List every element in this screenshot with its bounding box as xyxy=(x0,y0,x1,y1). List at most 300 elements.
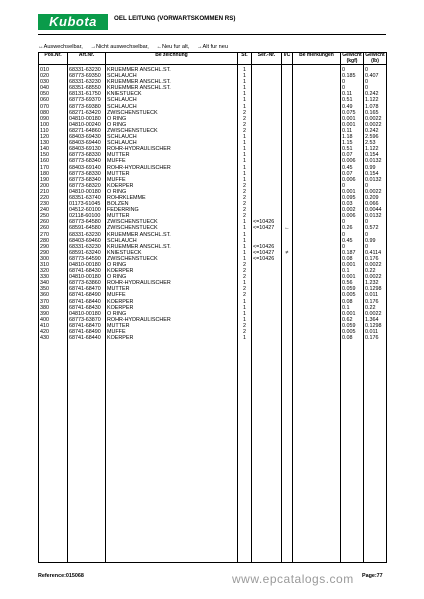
row-desc-cell: O RING xyxy=(107,188,127,195)
row-kgf-cell: 1.18 xyxy=(342,134,353,141)
row-art-cell: 68773-69380 xyxy=(69,103,101,110)
row-pos-cell: 240 xyxy=(40,207,49,214)
row-pos-cell: 430 xyxy=(40,335,49,342)
row-pos-cell: 280 xyxy=(40,237,49,244)
row-kgf-cell: 0.08 xyxy=(342,298,353,305)
row-desc-cell: SCHLAUCH xyxy=(107,134,137,141)
row-desc-cell: ZWISCHENSTUECK xyxy=(107,127,158,134)
row-kgf-cell: 0.49 xyxy=(342,103,353,110)
row-desc-cell: ZWISCHENSTUECK xyxy=(107,109,158,116)
row-art-cell: 68773-64580 xyxy=(69,219,101,226)
row-art-cell: 68591-63240 xyxy=(69,249,101,256)
col-header-desc: Be zeichnung xyxy=(106,53,238,65)
row-desc-cell: O RING xyxy=(107,115,127,122)
row-lb-cell: 0.572 xyxy=(365,225,379,232)
row-kgf-cell: 0 xyxy=(342,219,345,226)
row-desc-cell: MUTTER xyxy=(107,286,130,293)
page-number: Page:77 xyxy=(362,573,383,579)
row-pos-cell: 400 xyxy=(40,316,49,323)
row-desc-cell: MUTTER xyxy=(107,152,130,159)
row-desc-cell: KOERPER xyxy=(107,298,134,305)
row-lb-cell: 0 xyxy=(365,85,368,92)
row-kgf-cell: 0 xyxy=(342,243,345,250)
row-desc-cell: BOLZEN xyxy=(107,201,129,208)
row-pos-cell: 380 xyxy=(40,304,49,311)
row-pos-cell: 410 xyxy=(40,322,49,329)
row-desc-cell: MUTTER xyxy=(107,170,130,177)
row-lb-cell: 0.154 xyxy=(365,152,379,159)
row-art-cell: 04810-00240 xyxy=(69,121,101,128)
row-desc-cell: KOERPER xyxy=(107,335,134,342)
row-lb-cell: 0.22 xyxy=(365,268,376,275)
table-header-row xyxy=(39,53,387,65)
row-desc-cell: SCHLAUCH xyxy=(107,237,137,244)
row-pos-cell: 110 xyxy=(40,127,49,134)
row-desc-cell: KNIESTUECK xyxy=(107,91,142,98)
col-desc xyxy=(106,65,238,563)
row-kgf-cell: 1.15 xyxy=(342,140,353,147)
row-desc-cell: O RING xyxy=(107,262,127,268)
row-kgf-cell: 0.11 xyxy=(342,91,353,98)
row-lb-cell: 0.99 xyxy=(365,237,376,244)
row-kgf-cell: 0.185 xyxy=(342,73,356,80)
row-kgf-cell: 0.1 xyxy=(342,304,350,311)
row-st-cell: 1 xyxy=(243,85,246,92)
kubota-logo: Kubota xyxy=(38,14,108,30)
row-kgf-cell: 0.51 xyxy=(342,146,353,153)
row-lb-cell: 2.596 xyxy=(365,134,379,141)
row-st-cell: 2 xyxy=(243,182,246,189)
row-art-cell: 68741-68430 xyxy=(69,304,101,311)
row-kgf-cell: 0.006 xyxy=(342,176,356,183)
row-lb-cell: 0 xyxy=(365,243,368,250)
row-st-cell: 1 xyxy=(243,158,246,165)
table-body xyxy=(39,65,387,563)
row-kgf-cell: 0.001 xyxy=(342,310,356,317)
row-kgf-cell: 0.26 xyxy=(342,225,353,232)
row-desc-cell: ROHR-HYDRAULISCHER xyxy=(107,316,171,323)
row-desc-cell: SCHLAUCH xyxy=(107,73,137,80)
row-kgf-cell: 0.001 xyxy=(342,121,356,128)
row-desc-cell: KOERPER xyxy=(107,182,134,189)
row-st-cell: 2 xyxy=(243,194,246,201)
row-desc-cell: KRUEMMER ANSCHL.ST. xyxy=(107,79,171,86)
row-lb-cell: 0.0132 xyxy=(365,158,382,165)
row-lb-cell: 2.53 xyxy=(365,140,376,147)
row-pos-cell: 290 xyxy=(40,243,49,250)
row-pos-cell: 060 xyxy=(40,97,49,104)
row-art-cell: 68403-69430 xyxy=(69,134,101,141)
row-st-cell: 1 xyxy=(243,103,246,110)
row-kgf-cell: 0.002 xyxy=(342,207,356,214)
row-st-cell: 1 xyxy=(243,280,246,287)
row-st-cell: 1 xyxy=(243,335,246,342)
col-pos xyxy=(39,65,68,563)
row-pos-cell: 070 xyxy=(40,103,49,110)
row-pos-cell: 030 xyxy=(40,79,49,86)
row-pos-cell: 160 xyxy=(40,158,49,165)
legend-not-interchangeable: →Nicht auswechselbar, xyxy=(90,44,149,50)
row-pos-cell: 310 xyxy=(40,262,49,268)
row-desc-cell: FEDERRING xyxy=(107,207,139,214)
row-desc-cell: KOERPER xyxy=(107,304,134,311)
interchangeability-legend xyxy=(38,44,234,50)
row-art-cell: 68773-63860 xyxy=(69,280,101,287)
row-ser-cell: <=10427 xyxy=(253,249,275,256)
row-lb-cell: 0.176 xyxy=(365,298,379,305)
row-art-cell: 68403-69130 xyxy=(69,146,101,153)
row-lb-cell: 0.165 xyxy=(365,109,379,116)
reference-number: Reference:015068 xyxy=(38,573,84,579)
row-st-cell: 1 xyxy=(243,304,246,311)
row-art-cell: 01173-61045 xyxy=(69,201,101,208)
row-art-cell: 68741-68470 xyxy=(69,322,101,329)
row-st-cell: 1 xyxy=(243,79,246,86)
row-pos-cell: 100 xyxy=(40,121,49,128)
row-kgf-cell: 0 xyxy=(342,85,345,92)
row-lb-cell: 0.0132 xyxy=(365,213,382,220)
col-remarks xyxy=(293,65,341,563)
row-st-cell: 1 xyxy=(243,164,246,171)
row-art-cell: 68403-69460 xyxy=(69,237,101,244)
row-desc-cell: O RING xyxy=(107,121,127,128)
row-ic-cell xyxy=(282,335,292,341)
row-lb-cell: 0.176 xyxy=(365,335,379,342)
row-art-cell: 68331-63230 xyxy=(69,79,101,86)
row-desc-cell: MUFFE xyxy=(107,329,126,336)
row-lb-cell: 0.0044 xyxy=(365,207,382,214)
col-header-weight-kgf: Gewicht (kgf) xyxy=(342,52,362,64)
row-lb-cell: 0.0022 xyxy=(365,310,382,317)
row-pos-cell: 130 xyxy=(40,140,49,147)
row-st-cell: 1 xyxy=(243,176,246,183)
row-art-cell: 68773-68320 xyxy=(69,182,101,189)
row-lb-cell: 0.99 xyxy=(365,164,376,171)
row-ser-cell: <=10426 xyxy=(253,219,275,226)
parts-table xyxy=(38,52,387,563)
row-pos-cell: 140 xyxy=(40,146,49,153)
row-lb-cell: 1.078 xyxy=(365,103,379,110)
row-kgf-cell: 0.001 xyxy=(342,188,356,195)
col-header-remarks: Be merkungen xyxy=(293,53,341,65)
row-desc-cell: MUTTER xyxy=(107,322,130,329)
row-lb-cell: 0 xyxy=(365,67,368,73)
row-st-cell: 1 xyxy=(243,255,246,262)
row-pos-cell: 020 xyxy=(40,73,49,80)
row-lb-cell: 1.122 xyxy=(365,97,379,104)
row-pos-cell: 300 xyxy=(40,255,49,262)
row-desc-cell: KRUEMMER ANSCHL.ST. xyxy=(107,231,171,238)
row-desc-cell: ZWISCHENSTUECK xyxy=(107,219,158,226)
row-art-cell: 68741-68430 xyxy=(69,268,101,275)
row-kgf-cell: 0.059 xyxy=(342,286,356,293)
row-pos-cell: 230 xyxy=(40,201,49,208)
row-lb-cell: 0.176 xyxy=(365,255,379,262)
row-kgf-cell: 0.08 xyxy=(342,255,353,262)
row-art-cell: 68773-64590 xyxy=(69,255,101,262)
row-st-cell: 2 xyxy=(243,213,246,220)
row-pos-cell: 150 xyxy=(40,152,49,159)
row-art-cell: 04810-00180 xyxy=(69,274,101,281)
row-pos-cell: 080 xyxy=(40,109,49,116)
row-art-cell: 68131-61750 xyxy=(69,91,101,98)
row-pos-cell: 170 xyxy=(40,164,49,171)
row-lb-cell: 1.122 xyxy=(365,146,379,153)
row-desc-cell: ROHR-HYDRAULISCHER xyxy=(107,146,171,153)
legend-interchangeable: ↔Auswechselbar, xyxy=(38,44,83,50)
row-art-cell: 68331-63230 xyxy=(69,67,101,73)
legend-new-for-old: ←Neu fur alt, xyxy=(156,44,190,50)
row-lb-cell: 0.209 xyxy=(365,194,379,201)
row-st-cell: 1 xyxy=(243,237,246,244)
row-st-cell: 1 xyxy=(243,146,246,153)
row-pos-cell: 340 xyxy=(40,280,49,287)
col-st xyxy=(238,65,252,563)
row-kgf-cell: 0.095 xyxy=(342,194,356,201)
row-desc-cell: MUFFE xyxy=(107,158,126,165)
row-art-cell: 68591-64580 xyxy=(69,225,101,232)
col-art xyxy=(68,65,106,563)
row-pos-cell: 260 xyxy=(40,225,49,232)
col-header-art: Art.Nr. xyxy=(68,53,106,65)
row-kgf-cell: 0.006 xyxy=(342,158,356,165)
row-lb-cell: 1.232 xyxy=(365,280,379,287)
col-header-st: St. xyxy=(238,53,252,65)
page-title: OEL LEITUNG (VORWARTSKOMMEN RS) xyxy=(114,15,236,22)
row-lb-cell: 0.0022 xyxy=(365,121,382,128)
row-st-cell: 1 xyxy=(243,243,246,250)
row-desc-cell: ROHR-HYDRAULISCHER xyxy=(107,164,171,171)
row-kgf-cell: 0.005 xyxy=(342,329,356,336)
row-st-cell: 2 xyxy=(243,109,246,116)
col-ser xyxy=(252,65,282,563)
row-art-cell: 68331-63230 xyxy=(69,231,101,238)
row-lb-cell: 0.242 xyxy=(365,91,379,98)
row-desc-cell: O RING xyxy=(107,274,127,281)
row-ic-cell: ← xyxy=(284,225,290,232)
row-desc-cell: O RING xyxy=(107,310,127,317)
row-st-cell: 1 xyxy=(243,73,246,80)
row-art-cell: 68773-69370 xyxy=(69,97,101,104)
row-art-cell: 02118-60100 xyxy=(69,213,101,220)
row-lb-cell: 0.0022 xyxy=(365,274,382,281)
row-desc-cell: MUFFE xyxy=(107,176,126,183)
row-desc-cell: KRUEMMER ANSCHL.ST. xyxy=(107,85,171,92)
row-art-cell: 68773-63870 xyxy=(69,316,101,323)
row-pos-cell: 370 xyxy=(40,298,49,305)
row-art-cell: 68773-68330 xyxy=(69,170,101,177)
row-pos-cell: 250 xyxy=(40,213,49,220)
row-pos-cell: 010 xyxy=(40,67,49,73)
row-art-cell: 68773-69350 xyxy=(69,73,101,80)
row-kgf-cell: 0.075 xyxy=(342,109,356,116)
row-ser-cell: <=10426 xyxy=(253,243,275,250)
row-art-cell: 68351-68550 xyxy=(69,85,101,92)
row-kgf-cell: 0 xyxy=(342,231,345,238)
row-art-cell: 04512-60100 xyxy=(69,207,101,214)
row-lb-cell: 0 xyxy=(365,219,368,226)
row-st-cell: 2 xyxy=(243,286,246,293)
row-kgf-cell: 0.001 xyxy=(342,115,356,122)
row-pos-cell: 350 xyxy=(40,286,49,293)
row-st-cell: 2 xyxy=(243,201,246,208)
row-st-cell: 1 xyxy=(243,231,246,238)
row-lb-cell: 0.011 xyxy=(365,292,379,299)
row-rem-cell xyxy=(293,335,340,341)
row-pos-cell: 330 xyxy=(40,274,49,281)
row-st-cell: 1 xyxy=(243,67,246,73)
row-kgf-cell: 0.08 xyxy=(342,335,353,342)
row-kgf-cell: 0 xyxy=(342,67,345,73)
row-pos-cell: 040 xyxy=(40,85,49,92)
row-kgf-cell: 0.1 xyxy=(342,268,350,275)
row-kgf-cell: 0.56 xyxy=(342,280,353,287)
row-art-cell: 68773-68330 xyxy=(69,152,101,159)
row-pos-cell: 090 xyxy=(40,115,49,122)
row-kgf-cell: 0.11 xyxy=(342,127,353,134)
row-pos-cell: 180 xyxy=(40,170,49,177)
row-pos-cell: 320 xyxy=(40,268,49,275)
col-weight-kgf xyxy=(341,65,364,563)
row-desc-cell: SCHLAUCH xyxy=(107,97,137,104)
row-art-cell: 68271-63420 xyxy=(69,109,101,116)
row-lb-cell: 0.0022 xyxy=(365,115,382,122)
col-ic xyxy=(282,65,293,563)
row-art-cell: 04810-00180 xyxy=(69,188,101,195)
row-st-cell: 2 xyxy=(243,121,246,128)
row-kgf-cell: 0.006 xyxy=(342,213,356,220)
watermark: www.epcatalogs.com xyxy=(232,572,354,586)
row-pos-cell: 120 xyxy=(40,134,49,141)
row-st-cell: 2 xyxy=(243,262,246,268)
row-lb-cell: 0.242 xyxy=(365,127,379,134)
row-lb-cell: 0.22 xyxy=(365,304,376,311)
row-desc-cell: ROHRKLEMME xyxy=(107,194,146,201)
row-desc-cell: KNIESTUECK xyxy=(107,249,142,256)
row-desc-cell: ROHR-HYDRAULISCHER xyxy=(107,280,171,287)
row-st-cell: 1 xyxy=(243,225,246,232)
row-lb-cell: 0.154 xyxy=(365,170,379,177)
row-ser-cell: <=10427 xyxy=(253,225,275,232)
legend-old-for-new: →Alt fur neu xyxy=(196,44,228,50)
row-lb-cell: 0 xyxy=(365,182,368,189)
row-lb-cell: 0.1298 xyxy=(365,322,382,329)
row-lb-cell: 1.364 xyxy=(365,316,379,323)
row-art-cell: 04810-00180 xyxy=(69,262,101,268)
row-pos-cell: 270 xyxy=(40,231,49,238)
row-desc-cell: KRUEMMER ANSCHL.ST. xyxy=(107,67,171,73)
row-st-cell: 1 xyxy=(243,152,246,159)
row-art-cell: 68351-63740 xyxy=(69,194,101,201)
row-desc-cell: SCHLAUCH xyxy=(107,103,137,110)
row-art-cell: 68741-68440 xyxy=(69,298,101,305)
row-st-cell: 1 xyxy=(243,316,246,323)
row-pos-cell: 220 xyxy=(40,194,49,201)
row-st-cell: 2 xyxy=(243,188,246,195)
row-kgf-cell: 0.03 xyxy=(342,201,353,208)
row-pos-cell: 200 xyxy=(40,182,49,189)
row-art-cell: 68331-63230 xyxy=(69,243,101,250)
row-pos-cell: 360 xyxy=(40,292,49,299)
row-art-cell: 68271-64860 xyxy=(69,127,101,134)
row-pos-cell: 260 xyxy=(40,219,49,226)
row-lb-cell: 0.407 xyxy=(365,73,379,80)
row-st-cell: 2 xyxy=(243,207,246,214)
row-st-cell: 2 xyxy=(243,322,246,329)
row-kgf-cell: 0.45 xyxy=(342,237,353,244)
row-kgf-cell: 0.001 xyxy=(342,262,356,268)
row-st-cell: 1 xyxy=(243,298,246,305)
row-pos-cell: 420 xyxy=(40,329,49,336)
row-lb-cell: 0.011 xyxy=(365,329,379,336)
row-lb-cell: 0.0132 xyxy=(365,176,382,183)
row-pos-cell: 390 xyxy=(40,310,49,317)
row-kgf-cell: 0.45 xyxy=(342,164,353,171)
row-lb-cell: 0.0022 xyxy=(365,188,382,195)
row-pos-cell: 210 xyxy=(40,188,49,195)
row-ser-cell xyxy=(252,335,281,341)
row-st-cell: 1 xyxy=(243,134,246,141)
row-lb-cell: 0 xyxy=(365,231,368,238)
row-st-cell: 1 xyxy=(243,170,246,177)
row-st-cell: 1 xyxy=(243,310,246,317)
row-kgf-cell: 0.005 xyxy=(342,292,356,299)
row-art-cell: 68741-68490 xyxy=(69,329,101,336)
row-st-cell: 1 xyxy=(243,219,246,226)
row-art-cell: 68773-68340 xyxy=(69,176,101,183)
row-st-cell: 2 xyxy=(243,292,246,299)
col-header-ser: Ser.-Nr. xyxy=(252,53,282,65)
col-header-ic: I/C xyxy=(282,53,293,65)
col-header-pos: Pos.Nr. xyxy=(39,53,68,65)
row-art-cell: 04810-00180 xyxy=(69,310,101,317)
row-lb-cell: 0.4114 xyxy=(365,249,382,256)
row-art-cell: 68741-68490 xyxy=(69,292,101,299)
row-kgf-cell: 0.62 xyxy=(342,316,353,323)
row-st-cell: 1 xyxy=(243,249,246,256)
row-desc-cell: MUTTER xyxy=(107,213,130,220)
row-art-cell: 68403-69140 xyxy=(69,164,101,171)
row-kgf-cell: 0.187 xyxy=(342,249,356,256)
row-ser-cell: <=10426 xyxy=(253,255,275,262)
row-desc-cell: ZWISCHENSTUECK xyxy=(107,225,158,232)
row-art-cell: 68741-68440 xyxy=(69,335,101,342)
row-st-cell: 2 xyxy=(243,268,246,275)
row-st-cell: 2 xyxy=(243,115,246,122)
row-desc-cell: KRUEMMER ANSCHL.ST. xyxy=(107,243,171,250)
row-pos-cell: 190 xyxy=(40,176,49,183)
row-st-cell: 1 xyxy=(243,91,246,98)
row-desc-cell: KOERPER xyxy=(107,268,134,275)
row-pos-cell: 050 xyxy=(40,91,49,98)
row-kgf-cell: 0.001 xyxy=(342,274,356,281)
row-kgf-cell: 0.51 xyxy=(342,97,353,104)
row-lb-cell: 0.066 xyxy=(365,201,379,208)
row-st-cell: 2 xyxy=(243,274,246,281)
row-kgf-cell: 0.07 xyxy=(342,170,353,177)
row-desc-cell: ZWISCHENSTUECK xyxy=(107,255,158,262)
row-kgf-cell: 0.059 xyxy=(342,322,356,329)
row-desc-cell: MUFFE xyxy=(107,292,126,299)
row-desc-cell: SCHLAUCH xyxy=(107,140,137,147)
row-ic-cell: ≠ xyxy=(285,249,289,256)
col-header-weight-lb: Gewicht (lb) xyxy=(365,52,385,64)
row-st-cell: 2 xyxy=(243,329,246,336)
row-pos-cell: 290 xyxy=(40,249,49,256)
row-st-cell: 2 xyxy=(243,127,246,134)
row-lb-cell: 0 xyxy=(365,79,368,86)
row-kgf-cell: 0 xyxy=(342,79,345,86)
